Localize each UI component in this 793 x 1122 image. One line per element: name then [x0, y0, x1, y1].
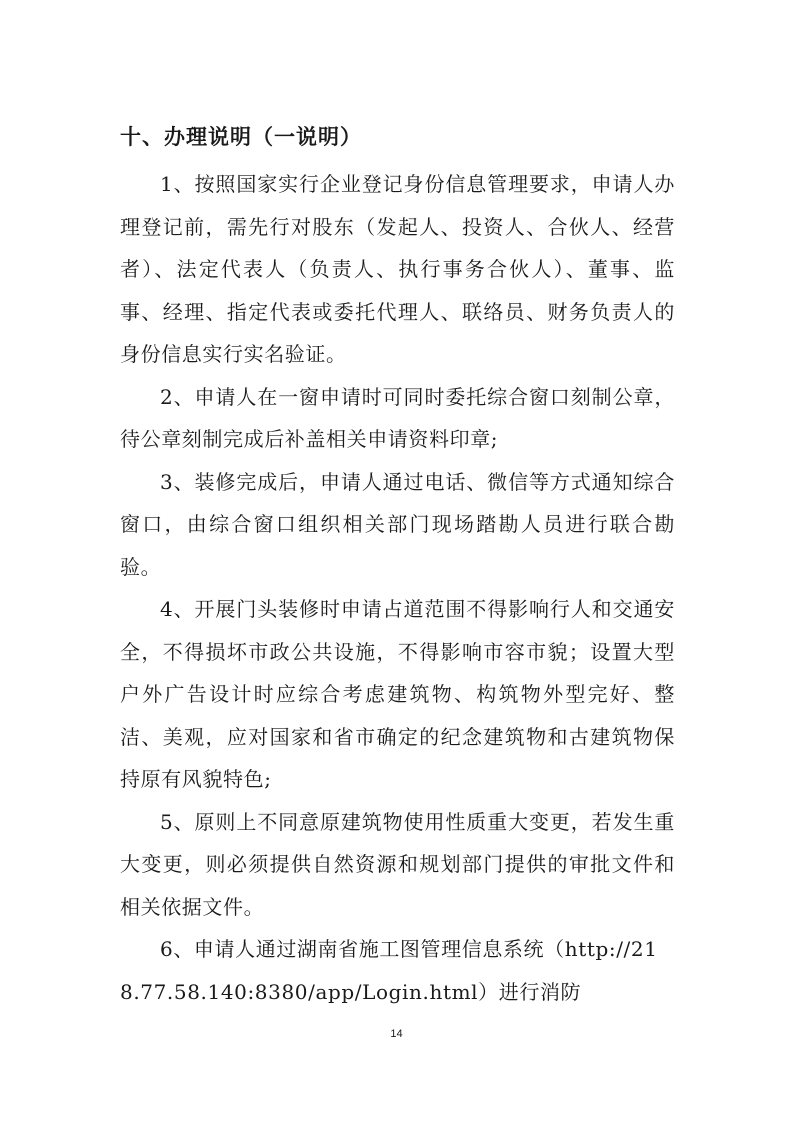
paragraph-1: 1、按照国家实行企业登记身份信息管理要求，申请人办理登记前，需先行对股东（发起人、投资人、合伙人、经营者）、法定代表人（负责人、执行事务合伙人）、董事、监事、经理、指定代表或委托代理人、联络员、财务负责人的身份信息实行实名验证。 [120, 172, 675, 366]
paragraph-4: 4、开展门头装修时申请占道范围不得影响行人和交通安全，不得损坏市政公共设施，不得影响市容市貌；设置大型户外广告设计时应综合考虑建筑物、构筑物外型完好、整洁、美观，应对国家和省市确定的纪念建筑物和古建筑物保持原有风貌特色; [120, 597, 675, 791]
paragraph-6: 6、申请人通过湖南省施工图管理信息系统（http://218.77.58.140:8380/app/Login.html）进行消防 [120, 937, 658, 1004]
section-heading: 十、办理说明（一说明） [120, 125, 362, 149]
paragraph-3: 3、装修完成后，申请人通过电话、微信等方式通知综合窗口，由综合窗口组织相关部门现场踏勘人员进行联合勘验。 [120, 469, 675, 579]
paragraph-2: 2、申请人在一窗申请时可同时委托综合窗口刻制公章，待公章刻制完成后补盖相关申请资料印章; [120, 384, 675, 451]
page-number: 14 [390, 1028, 403, 1040]
paragraph-5: 5、原则上不同意原建筑物使用性质重大变更，若发生重大变更，则必须提供自然资源和规划部门提供的审批文件和相关依据文件。 [120, 809, 675, 919]
instructions-body [120, 163, 675, 1013]
